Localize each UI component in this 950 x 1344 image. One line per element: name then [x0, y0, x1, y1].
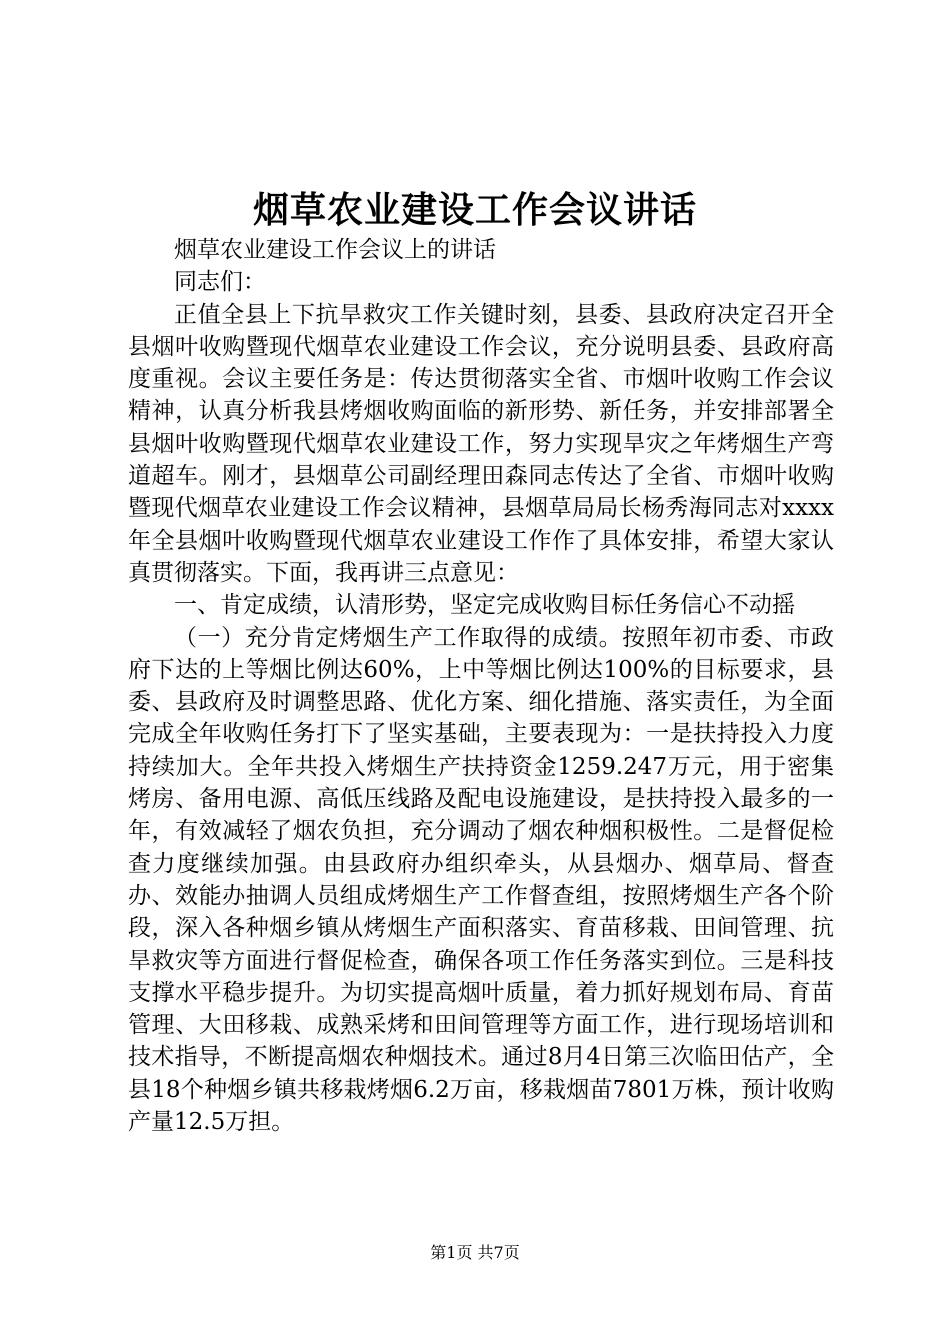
section-heading: 一、肯定成绩，认清形势，坚定完成收购目标任务信心不动摇	[174, 592, 795, 619]
body-paragraph: （一）充分肯定烤烟生产工作取得的成绩。按照年初市委、市政府下达的上等烟比例达60%，上中等烟比例达100%的目标要求，县委、县政府及时调整思路、优化方案、细化措施、落实责任，为全面完成全年收购任务打下了坚实基础，主要表现为：一是扶持投入力度持续加大。全年共投入烤烟生产扶持资金1259.247万元，用于密集烤房、备用电源、高低压线路及配电设施建设，是扶持投入最多的一年，有效减轻了烟农负担，充分调动了烟农种烟积极性。二是督促检查力度继续加强。由县政府办组织牵头，从县烟办、烟草局、督查办、效能办抽调人员组成烤烟生产工作督查组，按照烤烟生产各个阶段，深入各种烟乡镇从烤烟生产面积落实、育苗移栽、田间管理、抗旱救灾等方面进行督促检查，确保各项工作任务落实到位。三是科技支撑水平稳步提升。为切实提高烟叶质量，着力抓好规划布局、育苗管理、大田移栽、成熟采烤和田间管理等方面工作，进行现场培训和技术指导，不断提高烟农种烟技术。通过8月4日第三次临田估产，全县18个种烟乡镇共移栽烤烟6.2万亩，移栽烟苗7801万株，预计收购产量12.5万担。	[128, 624, 834, 1136]
subtitle-paragraph: 烟草农业建设工作会议上的讲话	[174, 237, 496, 263]
salutation-paragraph: 同志们：	[174, 269, 266, 296]
document-title: 烟草农业建设工作会议讲话	[252, 189, 697, 231]
document-body	[128, 234, 834, 1138]
page-number-footer: 第1页 共7页	[430, 1243, 520, 1262]
intro-paragraph: 正值全县上下抗旱救灾工作关键时刻，县委、县政府决定召开全县烟叶收购暨现代烟草农业建设工作会议，充分说明县委、县政府高度重视。会议主要任务是：传达贯彻落实全省、市烟叶收购工作会议精神，认真分析我县烤烟收购面临的新形势、新任务，并安排部署全县烟叶收购暨现代烟草农业建设工作，努力实现旱灾之年烤烟生产弯道超车。刚才，县烟草公司副经理田森同志传达了全省、市烟叶收购暨现代烟草农业建设工作会议精神，县烟草局局长杨秀海同志对xxxx年全县烟叶收购暨现代烟草农业建设工作作了具体安排，希望大家认真贯彻落实。下面，我再讲三点意见：	[128, 301, 834, 586]
